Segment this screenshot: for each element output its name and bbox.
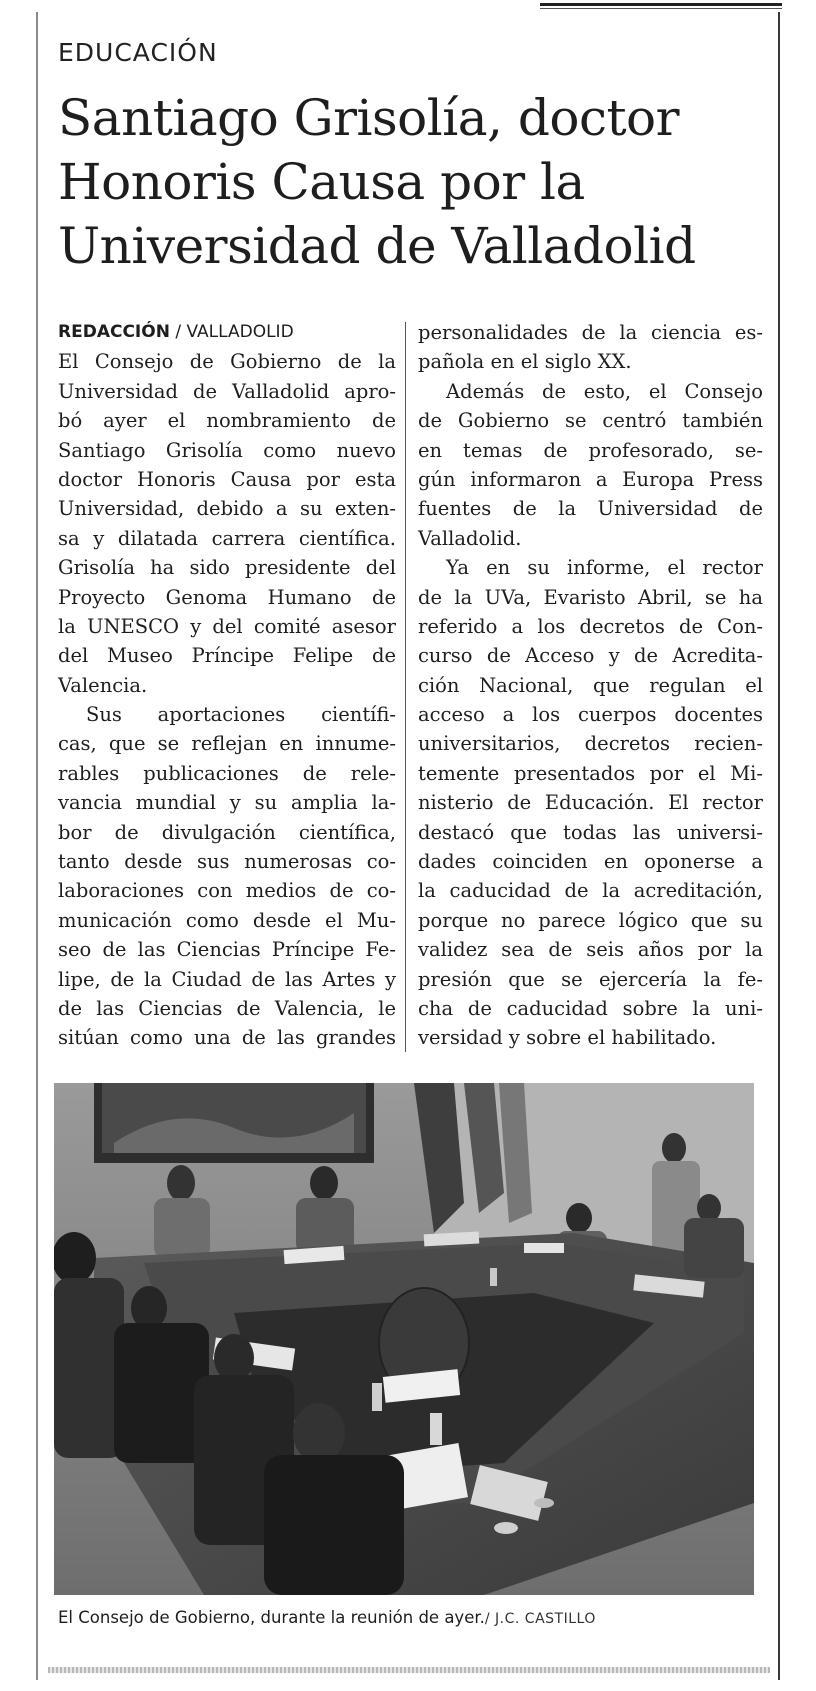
body-line: Santiago Grisolía como nuevo	[58, 438, 396, 462]
meeting-photo-illustration	[54, 1083, 754, 1595]
body-line: de la UVa, Evaristo Abril, se ha	[418, 585, 763, 609]
body-line: validez sea de seis años por la	[418, 938, 763, 962]
body-line: la UNESCO y del comité asesor	[58, 614, 396, 638]
byline	[58, 318, 396, 347]
headline-line: Santiago Grisolía, doctor	[58, 89, 680, 147]
body-line: bó ayer el nombramiento de	[58, 409, 396, 433]
body-line: la caducidad de la acreditación,	[418, 879, 763, 903]
right-border-rule	[778, 12, 780, 1680]
body-line: rables publicaciones de rele-	[58, 761, 396, 785]
body-line: Universidad de Valladolid apro-	[58, 379, 396, 403]
body-line: universitarios, decretos recien-	[418, 732, 763, 756]
left-border-rule	[36, 12, 38, 1680]
body-line: vancia mundial y su amplia la-	[58, 791, 396, 815]
body-line: Proyecto Genoma Humano de	[58, 585, 396, 609]
body-line: temente presentados por el Mi-	[418, 761, 763, 785]
body-line: sa y dilatada carrera científica.	[58, 526, 396, 550]
body-line: Universidad, debido a su exten-	[58, 497, 396, 521]
body-line: de Gobierno se centró también	[418, 409, 763, 433]
body-line: Grisolía ha sido presidente del	[58, 556, 396, 580]
body-line: El Consejo de Gobierno de la	[58, 350, 396, 374]
body-line: en temas de profesorado, se-	[418, 438, 763, 462]
top-rule	[540, 3, 782, 6]
body-line: acceso a los cuerpos docentes	[418, 703, 763, 727]
body-line: seo de las Ciencias Príncipe Fe-	[58, 938, 396, 962]
article-column-left	[58, 318, 396, 1053]
body-line: del Museo Príncipe Felipe de	[58, 644, 396, 668]
photo-caption	[58, 1608, 596, 1627]
body-line: doctor Honoris Causa por esta	[58, 467, 396, 491]
body-line: Sus aportaciones científi-	[86, 703, 396, 727]
column-divider	[405, 322, 406, 1052]
body-line: Valladolid.	[418, 526, 522, 550]
body-line: Ya en su informe, el rector	[446, 556, 763, 580]
body-line: destacó que todas las universi-	[418, 820, 763, 844]
body-line: lipe, de la Ciudad de las Artes y	[58, 967, 396, 991]
body-line: Valencia.	[58, 673, 148, 697]
photo-credit: / J.C. CASTILLO	[484, 1611, 596, 1627]
body-line: curso de Acceso y de Acredita-	[418, 644, 763, 668]
news-photo	[54, 1083, 754, 1595]
caption-text: El Consejo de Gobierno, durante la reunión de ayer.	[58, 1608, 485, 1627]
body-line: presión que se ejercería la fe-	[418, 967, 763, 991]
top-rule-thin	[540, 8, 782, 9]
body-line: referido a los decretos de Con-	[418, 614, 763, 638]
body-line: de las Ciencias de Valencia, le	[58, 996, 396, 1020]
body-line: versidad y sobre el habilitado.	[418, 1026, 717, 1050]
body-line: cha de caducidad sobre la uni-	[418, 996, 763, 1020]
body-line: ción Nacional, que regulan el	[418, 673, 763, 697]
body-line: Además de esto, el Consejo	[446, 379, 763, 403]
byline-separator: /	[169, 322, 187, 342]
body-line: municación como desde el Mu-	[58, 908, 396, 932]
byline-author: REDACCIÓN	[58, 322, 170, 342]
body-line: bor de divulgación científica,	[58, 820, 396, 844]
headline	[58, 86, 774, 278]
body-line: dades coinciden en oponerse a	[418, 850, 763, 874]
body-line: fuentes de la Universidad de	[418, 497, 763, 521]
section-label: EDUCACIÓN	[58, 38, 218, 67]
body-line: sitúan como una de las grandes	[58, 1026, 396, 1050]
body-line: nisterio de Educación. El rector	[418, 791, 763, 815]
body-line: porque no parece lógico que su	[418, 908, 763, 932]
body-line: pañola en el siglo XX.	[418, 350, 632, 374]
headline-line: Universidad de Valladolid	[58, 217, 696, 275]
body-line: cas, que se reflejan en innume-	[58, 732, 396, 756]
byline-place: VALLADOLID	[186, 322, 294, 342]
body-line: gún informaron a Europa Press	[418, 467, 763, 491]
body-line: laboraciones con medios de co-	[58, 879, 396, 903]
body-line: tanto desde sus numerosas co-	[58, 850, 396, 874]
body-line: personalidades de la ciencia es-	[418, 321, 763, 344]
headline-line: Honoris Causa por la	[58, 153, 585, 211]
bottom-rule	[48, 1667, 770, 1673]
article-column-right	[418, 318, 763, 1053]
